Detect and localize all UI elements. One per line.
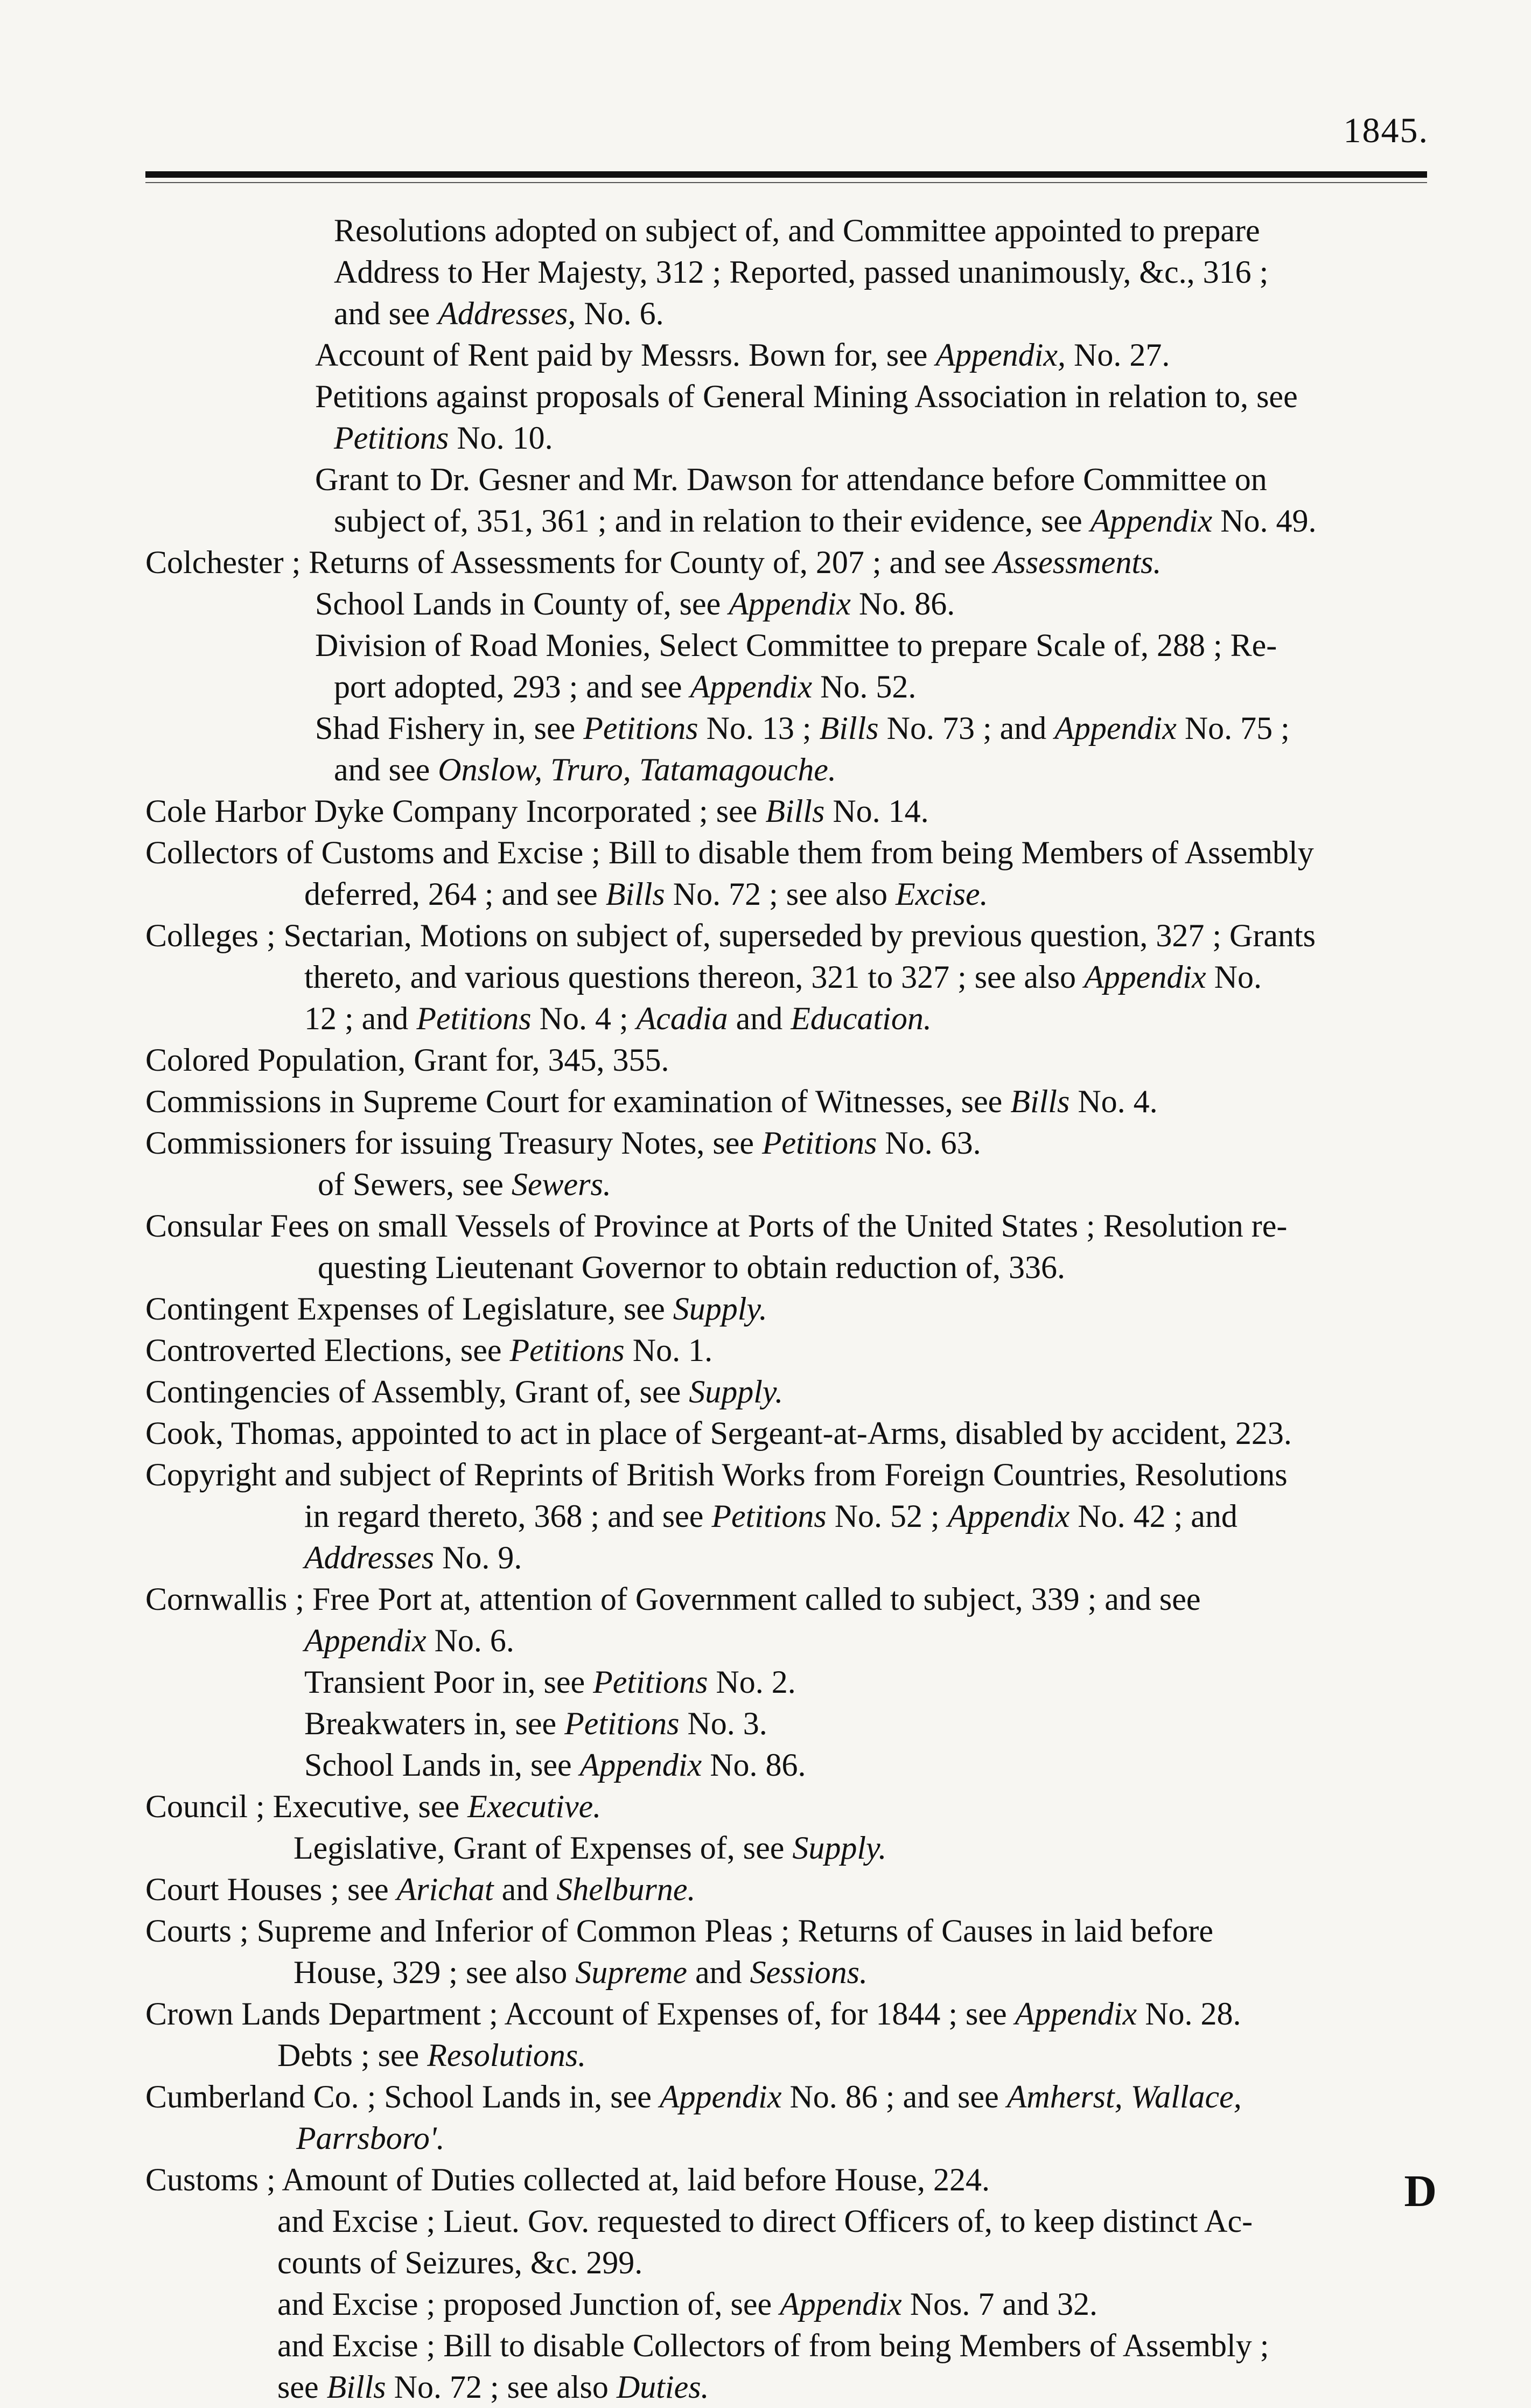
entry-text: No. 10. [449,420,553,456]
cross-reference-text: Bills [819,710,879,746]
cross-reference-text: Appendix [947,1498,1070,1534]
entry-text: No. 86 ; and see [781,2079,1007,2114]
entry-text: Commissioners for issuing Treasury Notes, see [145,1125,762,1161]
cross-reference-text: Appendix [690,669,813,704]
index-line [145,583,1438,625]
cross-reference-text: Bills [1010,1084,1070,1119]
index-line [145,2118,1438,2159]
cross-reference-text: Appendix [1090,503,1213,539]
cross-reference-text: Appendix [1084,959,1206,995]
cross-reference-text: Appendix [1015,1996,1137,2032]
index-line [145,998,1438,1039]
entry-text: House, 329 ; see also [293,1955,576,1990]
header-rule-thin [145,182,1427,183]
entry-text: Nos. 7 and 32. [901,2286,1098,2322]
index-line [145,1330,1438,1371]
cross-reference-text: Duties. [616,2369,709,2405]
index-line [145,625,1438,666]
entry-text: Cornwallis ; Free Port at, attention of Government called to subject, 339 ; and see [145,1581,1201,1617]
page-year-heading: 1845. [1343,111,1429,150]
index-entries [145,210,1438,2408]
index-line [145,708,1438,749]
index-line [145,1910,1438,1952]
signature-mark: D [1404,2166,1437,2216]
entry-text: Transient Poor in, see [304,1664,593,1700]
entry-text: counts of Seizures, &c. 299. [277,2245,643,2280]
cross-reference-text: Sessions. [750,1955,868,1990]
index-line [145,1039,1438,1081]
entry-text: Commissions in Supreme Court for examination of Witnesses, see [145,1084,1011,1119]
cross-reference-text: Petitions [416,1001,532,1036]
cross-reference-text: Executive. [467,1789,602,1824]
entry-text: thereto, and various questions thereon, 321 to 327 ; see also [304,959,1085,995]
entry-text: in regard thereto, 368 ; and see [304,1498,712,1534]
cross-reference-text: Assessments. [993,545,1162,580]
index-line [145,1869,1438,1910]
entry-text: No. 6. [426,1623,514,1658]
entry-text: and [728,1001,791,1036]
cross-reference-text: Excise. [896,876,988,912]
entry-text: No. 86. [850,586,955,622]
cross-reference-text: Supply. [689,1374,784,1409]
entry-text: Debts ; see [277,2037,428,2073]
index-line [145,1496,1438,1537]
cross-reference-text: Amherst, Wallace, [1006,2079,1242,2114]
index-line [145,252,1438,293]
index-line [145,957,1438,998]
entry-text: and see [334,296,438,331]
index-line [145,1247,1438,1288]
entry-text: No. 86. [702,1747,806,1783]
entry-text: School Lands in County of, see [315,586,729,622]
entry-text: Contingent Expenses of Legislature, see [145,1291,673,1327]
entry-text: Collectors of Customs and Excise ; Bill to disable them from being Members of Assembly [145,835,1314,870]
index-line [145,334,1438,376]
entry-text: and [687,1955,750,1990]
entry-text: and Excise ; proposed Junction of, see [277,2286,780,2322]
entry-text: No. 52. [812,669,917,704]
index-line [145,1413,1438,1454]
entry-text: questing Lieutenant Governor to obtain reduction of, 336. [318,1250,1065,1285]
entry-text: Court Houses ; see [145,1872,397,1907]
cross-reference-text: Acadia [636,1001,728,1036]
index-line [145,1371,1438,1413]
entry-text: Legislative, Grant of Expenses of, see [293,1830,793,1866]
entry-text: Colleges ; Sectarian, Motions on subject of, superseded by previous question, 327 ; Grants [145,918,1316,953]
cross-reference-text: Petitions [334,420,449,456]
entry-text: Consular Fees on small Vessels of Province at Ports of the United States ; Resolution re- [145,1208,1288,1244]
index-line [145,1205,1438,1247]
entry-text: Petitions against proposals of General Mining Association in relation to, see [315,379,1298,414]
entry-text: Customs ; Amount of Duties collected at, laid before House, 224. [145,2162,990,2197]
index-line [145,832,1438,874]
index-line [145,1827,1438,1869]
cross-reference-text: Parrsboro'. [296,2120,445,2156]
entry-text: Copyright and subject of Reprints of British Works from Foreign Countries, Resolutions [145,1457,1288,1492]
entry-text: No. [1206,959,1262,995]
entry-text: Cumberland Co. ; School Lands in, see [145,2079,660,2114]
entry-text: and Excise ; Lieut. Gov. requested to direct Officers of, to keep distinct Ac- [277,2203,1253,2239]
entry-text: deferred, 264 ; and see [304,876,606,912]
index-line [145,2076,1438,2118]
index-line [145,2284,1438,2325]
index-line [145,2159,1438,2201]
cross-reference-text: Bills [765,793,825,829]
entry-text: No. 13 ; [698,710,820,746]
cross-reference-text: Sewers. [511,1167,611,1202]
cross-reference-text: Supreme [575,1955,687,1990]
index-line [145,1081,1438,1122]
cross-reference-text: Bills [326,2369,386,2405]
index-line [145,1786,1438,1827]
entry-text: see [277,2369,327,2405]
index-line [145,666,1438,708]
cross-reference-text: Appendix [659,2079,782,2114]
entry-text: port adopted, 293 ; and see [334,669,690,704]
cross-reference-text: Petitions [564,1706,680,1741]
entry-text: Breakwaters in, see [304,1706,565,1741]
cross-reference-text: Addresses [304,1540,435,1575]
index-line [145,1537,1438,1579]
entry-text: Council ; Executive, see [145,1789,468,1824]
entry-text: Division of Road Monies, Select Committee to prepare Scale of, 288 ; Re- [315,627,1277,663]
entry-text: No. 2. [708,1664,796,1700]
cross-reference-text: Resolutions. [427,2037,586,2073]
entry-text: Shad Fishery in, see [315,710,584,746]
entry-text: No. 52 ; [826,1498,948,1534]
entry-text: Courts ; Supreme and Inferior of Common Pleas ; Returns of Causes in laid before [145,1913,1213,1949]
entry-text: No. 4 ; [531,1001,637,1036]
header-rule-thick [145,171,1427,178]
index-line [145,1703,1438,1744]
entry-text: and [493,1872,557,1907]
entry-text: School Lands in, see [304,1747,580,1783]
entry-text: No. 28. [1137,1996,1241,2032]
entry-text: of Sewers, see [318,1167,512,1202]
entry-text: No. 9. [434,1540,522,1575]
cross-reference-text: Supply. [673,1291,767,1327]
index-line [145,915,1438,957]
cross-reference-text: Arichat [396,1872,494,1907]
index-line [145,791,1438,832]
index-line [145,1744,1438,1786]
entry-text: No. 14. [824,793,929,829]
cross-reference-text: Appendix [579,1747,702,1783]
cross-reference-text: Petitions [583,710,698,746]
entry-text: Crown Lands Department ; Account of Expenses of, for 1844 ; see [145,1996,1015,2032]
entry-text: No. 72 ; see also [665,876,896,912]
entry-text: Colored Population, Grant for, 345, 355. [145,1042,669,1078]
entry-text: Cook, Thomas, appointed to act in place of Sergeant-at-Arms, disabled by accident, 223. [145,1415,1292,1451]
cross-reference-text: Appendix [780,2286,902,2322]
index-line [145,1288,1438,1330]
entry-text: No. 49. [1212,503,1317,539]
entry-text: No. 73 ; and [878,710,1055,746]
cross-reference-text: Appendix [304,1623,427,1658]
cross-reference-text: Petitions [593,1664,708,1700]
entry-text: subject of, 351, 361 ; and in relation to their evidence, see [334,503,1090,539]
cross-reference-text: Shelburne. [556,1872,696,1907]
entry-text: No. 42 ; and [1069,1498,1238,1534]
index-line [145,1164,1438,1205]
entry-text: No. 3. [679,1706,767,1741]
entry-text: Controverted Elections, see [145,1332,510,1368]
index-line [145,500,1438,542]
index-line [145,2242,1438,2284]
entry-text: Cole Harbor Dyke Company Incorporated ; see [145,793,766,829]
entry-text: No. 75 ; [1176,710,1290,746]
index-line [145,2367,1438,2408]
index-line [145,2201,1438,2242]
entry-text: No. 4. [1069,1084,1158,1119]
entry-text: Resolutions adopted on subject of, and Committee appointed to prepare [334,213,1260,248]
entry-text: Account of Rent paid by Messrs. Bown for, see [315,337,936,373]
entry-text: No. 27. [1066,337,1170,373]
cross-reference-text: Bills [605,876,665,912]
cross-reference-text: Addresses, [438,296,576,331]
cross-reference-text: Appendix [729,586,851,622]
index-line [145,1454,1438,1496]
index-line [145,376,1438,417]
entry-text: No. 72 ; see also [386,2369,617,2405]
entry-text: No. 6. [576,296,664,331]
index-line [145,1952,1438,1993]
index-line [145,210,1438,252]
entry-text: 12 ; and [304,1001,417,1036]
index-line [145,1579,1438,1620]
index-line [145,2325,1438,2367]
cross-reference-text: Supply. [792,1830,887,1866]
cross-reference-text: Petitions [761,1125,877,1161]
index-line [145,293,1438,334]
entry-text: Colchester ; Returns of Assessments for County of, 207 ; and see [145,545,994,580]
index-line [145,2035,1438,2076]
index-line [145,542,1438,583]
index-line [145,1122,1438,1164]
cross-reference-text: Education. [791,1001,932,1036]
cross-reference-text: Appendix, [935,337,1066,373]
entry-text: Grant to Dr. Gesner and Mr. Dawson for attendance before Committee on [315,462,1267,497]
cross-reference-text: Petitions [711,1498,827,1534]
entry-text: Address to Her Majesty, 312 ; Reported, passed unanimously, &c., 316 ; [334,254,1269,290]
entry-text: No. 1. [624,1332,713,1368]
index-line [145,1993,1438,2035]
index-line [145,874,1438,915]
index-line [145,417,1438,459]
cross-reference-text: Appendix [1054,710,1177,746]
entry-text: and see [334,752,438,787]
index-line [145,1620,1438,1662]
index-line [145,749,1438,791]
entry-text: Contingencies of Assembly, Grant of, see [145,1374,689,1409]
index-line [145,1662,1438,1703]
cross-reference-text: Petitions [509,1332,625,1368]
index-line [145,459,1438,500]
cross-reference-text: Onslow, Truro, Tatamagouche. [438,752,836,787]
entry-text: No. 63. [877,1125,981,1161]
entry-text: and Excise ; Bill to disable Collectors of from being Members of Assembly ; [277,2328,1269,2363]
